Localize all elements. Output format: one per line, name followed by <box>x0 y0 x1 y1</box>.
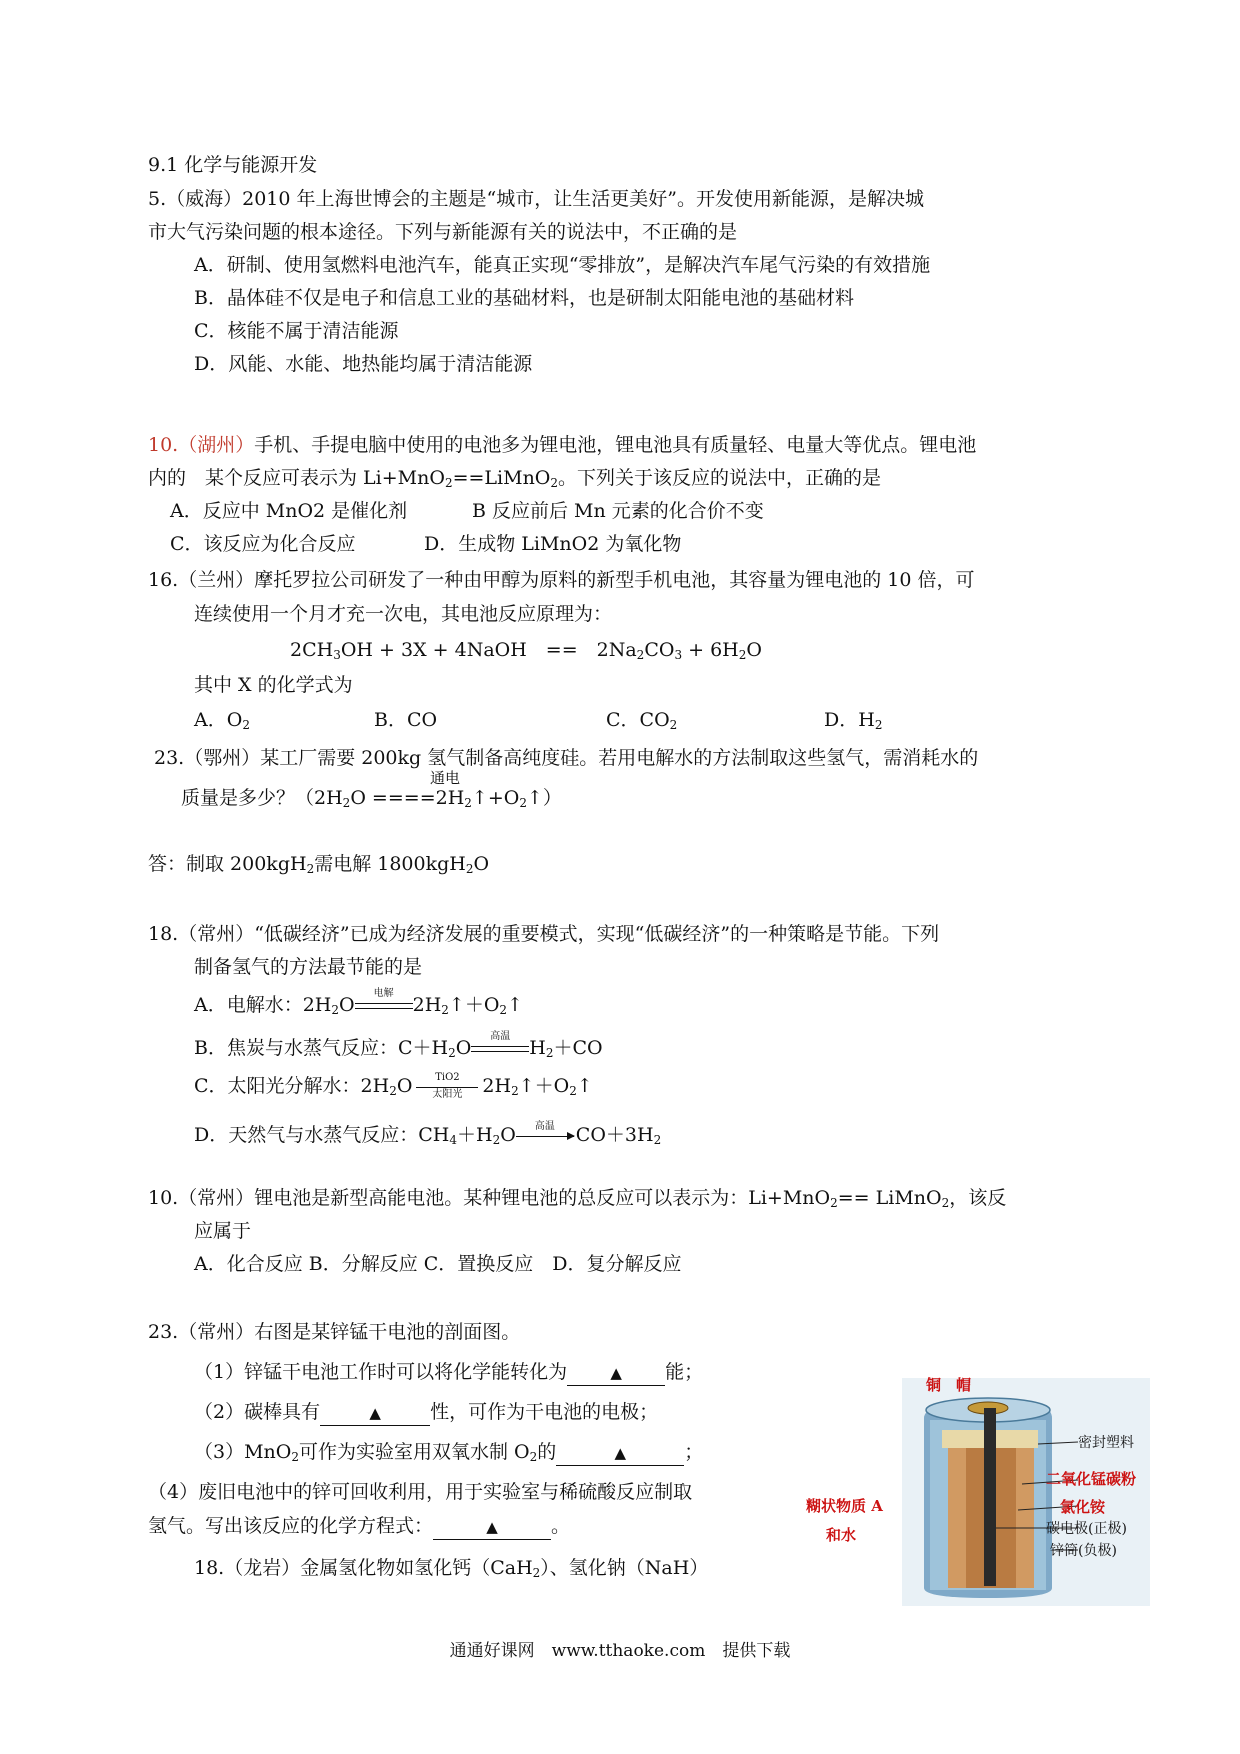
subscript: 2 <box>444 476 453 490</box>
eq-part: O <box>746 639 762 661</box>
label-mno2-carbon: 二氧化锰碳粉 <box>1046 1470 1137 1488</box>
eq-part: 2H <box>482 1075 512 1097</box>
eq-part: A．电解水：2H <box>194 994 332 1016</box>
q16-option-a <box>194 708 250 737</box>
eq-part: O <box>500 1124 516 1146</box>
q16-option-d <box>824 708 882 737</box>
triangle-icon: ▲ <box>614 1444 627 1462</box>
subscript: 2 <box>492 1133 501 1147</box>
subscript: 2 <box>464 796 472 810</box>
q16-equation <box>290 638 762 667</box>
subscript: 2 <box>389 1084 397 1098</box>
subscript: 2 <box>448 1046 456 1060</box>
label-nh4cl: 氯化铵 <box>1060 1498 1106 1516</box>
eq-part: ↑+O <box>471 787 520 809</box>
eq-part: ＋CO <box>553 1037 603 1059</box>
q10a-line2-mid: ==LiMnO <box>452 467 551 489</box>
subscript: 3 <box>674 648 683 662</box>
reaction-sign <box>355 988 413 1009</box>
eq-part: ↑ <box>507 994 523 1016</box>
answer-part: 答：制取 200kgH <box>148 853 307 875</box>
eq-part: ↑） <box>526 787 562 809</box>
q23b-part3 <box>194 1440 703 1469</box>
subscript: 2 <box>242 718 250 732</box>
page-footer: 通通好课网 www.tthaoke.com 提供下载 <box>449 1641 791 1661</box>
eq-part: O <box>396 1075 413 1097</box>
q10a-line2-pre: 内的 某个反应可表示为 Li+MnO <box>148 467 445 489</box>
subscript: 2 <box>569 1084 577 1098</box>
reaction-condition: 高温 <box>490 1031 511 1042</box>
q10a-option-d: D．生成物 LiMnO2 为氧化物 <box>424 533 682 555</box>
label-zinc-can: 锌筒(负极) <box>1050 1543 1117 1559</box>
eq-part: OH + 3X + 4NaOH == 2Na <box>340 639 637 661</box>
q10a-line1-text: 手机、手提电脑中使用的电池多为锂电池，锂电池具有质量轻、电量大等优点。锂电池 <box>254 434 977 456</box>
q10b-line2: 应属于 <box>194 1220 252 1242</box>
q18a-option-a <box>194 988 523 1022</box>
q23b-part4-line1: （4）废旧电池中的锌可回收利用，用于实验室与稀硫酸反应制取 <box>148 1481 693 1503</box>
label-paste-water: 和水 <box>826 1526 857 1544</box>
q16-line4: 其中 X 的化学式为 <box>194 674 353 696</box>
q23b-line1: 23.（常州）右图是某锌锰干电池的剖面图。 <box>148 1321 521 1343</box>
q16-line2: 连续使用一个月才充一次电，其电池反应原理为： <box>194 603 613 625</box>
opt-text: D．H <box>824 709 875 731</box>
eq-part: O <box>455 1037 472 1059</box>
answer-part: O <box>473 853 490 875</box>
answer-blank[interactable] <box>556 1440 684 1466</box>
part-text: 氢气。写出该反应的化学方程式： <box>148 1515 434 1537</box>
reaction-arrow <box>516 1120 574 1137</box>
q10a-option-a: A．反应中 MnO2 是催化剂 <box>170 500 408 522</box>
part-text: （3）MnO <box>194 1441 292 1463</box>
eq-part: 2CH <box>290 639 334 661</box>
q16-line1: 16.（兰州）摩托罗拉公司研发了一种由甲醇为原料的新型手机电池，其容量为锂电池的 10 倍，可 <box>148 569 975 591</box>
subscript: 2 <box>511 1084 519 1098</box>
eq-part: ↑＋O <box>518 1075 570 1097</box>
subscript: 2 <box>669 718 678 732</box>
eq-part: B．焦炭与水蒸气反应：C＋H <box>194 1037 449 1059</box>
q10a-line2 <box>148 466 881 495</box>
battery-drawing <box>902 1378 1150 1606</box>
q10a-option-c: C．该反应为化合反应 <box>170 533 356 555</box>
subscript: 2 <box>331 1003 340 1017</box>
eq-part: CO <box>644 639 675 661</box>
subscript: 3 <box>333 648 341 662</box>
subscript: 2 <box>545 1046 554 1060</box>
equals-bar <box>355 1003 413 1009</box>
eq-part: ↑ <box>576 1075 593 1097</box>
subscript: 4 <box>449 1133 457 1147</box>
eq-part: C．太阳光分解水：2H <box>194 1075 390 1097</box>
battery-cross-section-figure <box>902 1378 1150 1606</box>
eq-part: O ====2H <box>350 787 465 809</box>
subscript: 2 <box>874 718 883 732</box>
subscript: 2 <box>738 648 747 662</box>
answer-blank[interactable] <box>320 1400 430 1426</box>
answer-blank[interactable] <box>567 1360 665 1386</box>
subscript: 2 <box>636 648 645 662</box>
reaction-condition: 太阳光 <box>432 1088 463 1100</box>
part-text: 可作为实验室用双氧水制 O <box>299 1441 530 1463</box>
eq-part: D．天然气与水蒸气反应：CH <box>194 1124 450 1146</box>
q5-option-c: C．核能不属于清洁能源 <box>194 320 399 342</box>
q10b-options: A．化合反应 B．分解反应 C．置换反应 D．复分解反应 <box>194 1253 682 1275</box>
q18a-line2: 制备氢气的方法最节能的是 <box>194 956 423 978</box>
eq-part: ＋H <box>456 1124 493 1146</box>
q18a-option-b <box>194 1031 603 1065</box>
q16-option-b: B．CO <box>374 709 438 731</box>
reaction-sign <box>416 1071 478 1100</box>
eq-part: 质量是多少？（2H <box>181 787 343 809</box>
subscript: 2 <box>550 476 559 490</box>
subscript: 2 <box>519 796 527 810</box>
subscript: 2 <box>499 1003 508 1017</box>
q18a-option-c <box>194 1071 593 1103</box>
part-text: ）、氢化钠（NaH） <box>540 1557 709 1579</box>
equals-bar <box>471 1046 529 1052</box>
answer-line <box>148 852 489 881</box>
part-text: 的 <box>537 1441 557 1463</box>
q5-line1: 5.（威海）2010 年上海世博会的主题是“城市，让生活更美好”。开发使用新能源，是解决城 <box>148 188 924 210</box>
q5-option-a: A．研制、使用氢燃料电池汽车，能真正实现“零排放”，是解决汽车尾气污染的有效措施 <box>194 254 931 276</box>
q10b-line1 <box>148 1186 1006 1215</box>
triangle-icon: ▲ <box>369 1404 381 1422</box>
q5-option-d: D．风能、水能、地热能均属于清洁能源 <box>194 353 533 375</box>
q18b-line1 <box>194 1556 708 1585</box>
part-text: ； <box>684 1441 704 1463</box>
q23b-part1 <box>194 1360 703 1386</box>
part-text: 18.（龙岩）金属氢化物如氢化钙（CaH <box>194 1557 533 1579</box>
opt-text: A．O <box>194 709 243 731</box>
eq-part: CO＋3H <box>575 1124 654 1146</box>
q10a-line1 <box>148 433 976 457</box>
answer-blank[interactable] <box>433 1514 551 1540</box>
label-paste-a: 糊状物质 A <box>806 1497 883 1515</box>
eq-part: + 6H <box>682 639 739 661</box>
q23a-line2 <box>181 786 562 815</box>
eq-part: == LiMnO <box>837 1187 942 1209</box>
answer-part: 需电解 1800kgH <box>314 853 466 875</box>
subscript: 2 <box>941 1196 950 1210</box>
q10a-line2-post: 。下列关于该反应的说法中，正确的是 <box>558 467 882 489</box>
triangle-icon: ▲ <box>610 1364 622 1382</box>
subscript: 2 <box>306 862 315 876</box>
part-text: 性，可作为干电池的电极； <box>430 1401 659 1423</box>
subscript: 2 <box>342 796 351 810</box>
q23a-line1: 23.（鄂州）某工厂需要 200kg 氢气制备高纯度硅。若用电解水的方法制取这些氢气，需消耗水的 <box>154 747 979 769</box>
section-title: 9.1 化学与能源开发 <box>148 154 318 176</box>
reaction-bar <box>416 1087 478 1088</box>
eq-part: 2H <box>412 994 442 1016</box>
q10a-label: 10.（湖州） <box>148 434 255 456</box>
subscript: 2 <box>830 1196 838 1210</box>
reaction-condition: 高温 <box>534 1120 555 1132</box>
triangle-icon: ▲ <box>486 1518 498 1536</box>
label-seal-plastic: 密封塑料 <box>1078 1435 1134 1451</box>
label-carbon-electrode: 碳电极(正极) <box>1046 1521 1127 1537</box>
q18a-option-d <box>194 1120 662 1152</box>
eq-part: H <box>529 1037 546 1059</box>
q10a-option-b: B 反应前后 Mn 元素的化合价不变 <box>472 500 764 522</box>
part-text: 。 <box>551 1515 571 1537</box>
subscript: 2 <box>653 1133 662 1147</box>
subscript: 2 <box>465 862 474 876</box>
eq-part: ↑＋O <box>448 994 500 1016</box>
part-text: （2）碳棒具有 <box>194 1401 321 1423</box>
subscript: 2 <box>291 1450 299 1464</box>
label-copper-cap: 铜 帽 <box>926 1376 972 1394</box>
reaction-sign <box>471 1031 529 1052</box>
q16-option-c <box>606 708 677 737</box>
reaction-condition: TiO2 <box>435 1071 460 1083</box>
eq-part: O <box>339 994 355 1016</box>
q5-line2: 市大气污染问题的根本途径。下列与新能源有关的说法中，不正确的是 <box>148 221 738 243</box>
q5-option-b: B．晶体硅不仅是电子和信息工业的基础材料，也是研制太阳能电池的基础材料 <box>194 287 854 309</box>
part-text: 能； <box>665 1361 704 1383</box>
eq-part: ，该反 <box>949 1187 1007 1209</box>
reaction-condition: 电解 <box>373 988 394 999</box>
q23b-part2 <box>194 1400 658 1426</box>
subscript: 2 <box>532 1566 541 1580</box>
opt-text: C．CO <box>606 709 670 731</box>
part-text: （1）锌锰干电池工作时可以将化学能转化为 <box>194 1361 568 1383</box>
eq-part: 10.（常州）锂电池是新型高能电池。某种锂电池的总反应可以表示为：Li+MnO <box>148 1187 831 1209</box>
q23b-part4-line2 <box>148 1514 570 1540</box>
q23a-condition: 通电 <box>430 769 461 787</box>
q18a-line1: 18.（常州）“低碳经济”已成为经济发展的重要模式，实现“低碳经济”的一种策略是节能。下列 <box>148 923 940 945</box>
arrow-icon <box>516 1136 574 1137</box>
subscript: 2 <box>529 1450 538 1464</box>
subscript: 2 <box>441 1003 449 1017</box>
